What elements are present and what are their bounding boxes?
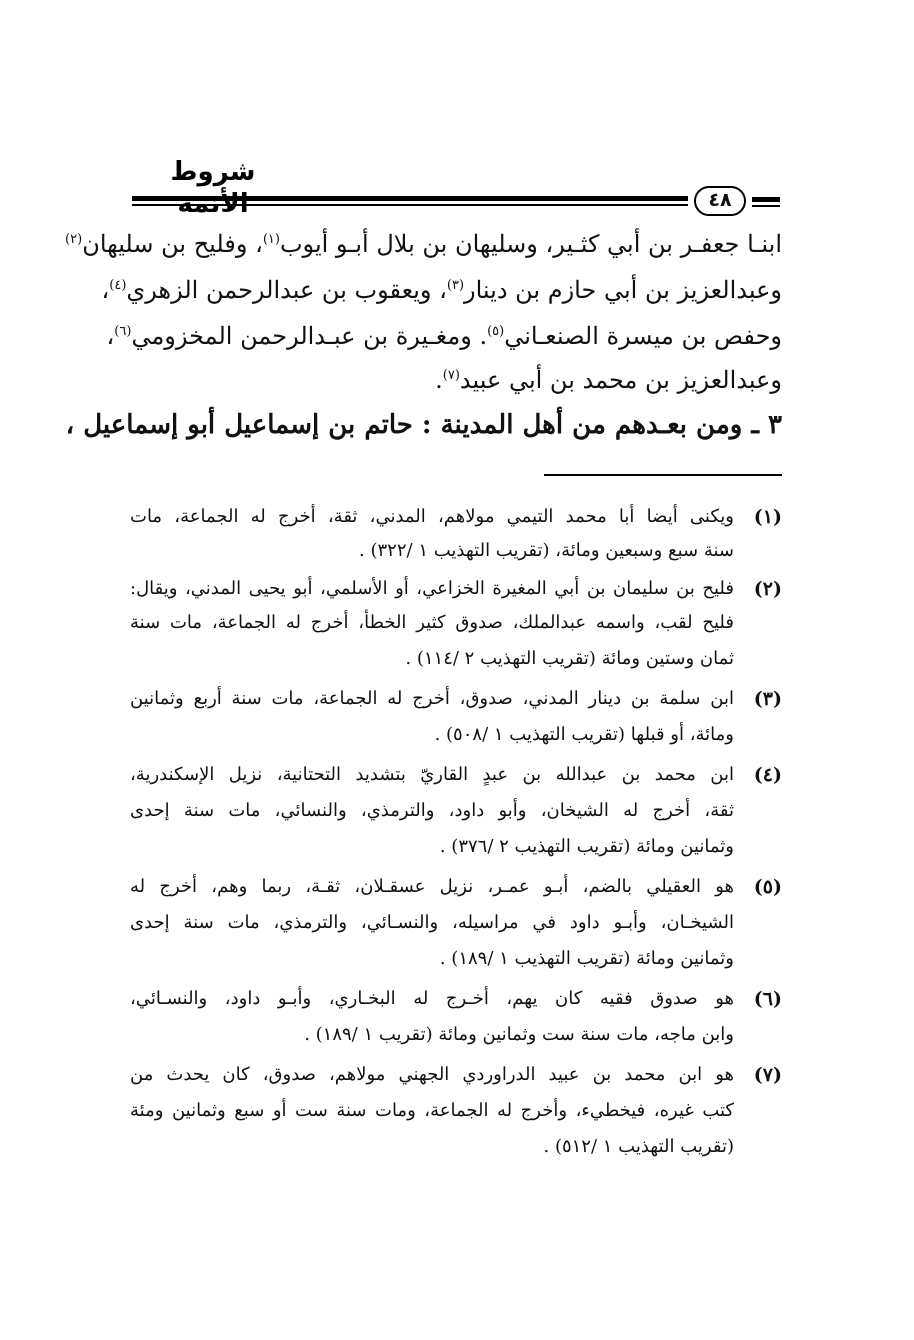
footnote-number: (١) xyxy=(753,506,782,528)
footnote-line: ويكنى أيضا أبا محمد التيمي مولاهم، المدني، ثقة، أخرج له الجماعة، مات xyxy=(130,506,734,527)
footnote-reference[interactable]: (١) xyxy=(262,232,280,247)
footnote-line: ومائة، أو قبلها (تقريب التهذيب ١ /٥٠٨) . xyxy=(434,724,734,745)
footnote-line: هو ابن محمد بن عبيد الدراوردي الجهني مولاهم، صدوق، كان يحدث من xyxy=(130,1064,734,1085)
footnote-reference[interactable]: (٦) xyxy=(114,324,132,339)
main-text-line: وعبدالعزيز بن محمد بن أبي عبيد$^{(٧)}$. xyxy=(435,366,782,394)
main-text-line: ابنـا جعفـر بن أبي كثـير، وسليهان بن بلال أبـو أيوب$^{(١)}$، وفليح بن سليهان$^{(٢)}$ xyxy=(65,230,782,258)
footnote-line: سنة سبع وسبعين ومائة، (تقريب التهذيب ١ /٣٢٢) . xyxy=(359,540,734,561)
footnote-line: وثمانين ومائة (تقريب التهذيب ١ /١٨٩) . xyxy=(439,948,734,969)
footnote-number: (٢) xyxy=(753,578,782,600)
footnote-line: كتب غيره، فيخطيء، وأخرج له الجماعة، ومات سنة ست أو سبع وثمانين ومئة xyxy=(130,1100,734,1121)
footnote-reference[interactable]: (٧) xyxy=(442,368,460,383)
footnote-number: (٥) xyxy=(753,876,782,898)
page-number: ٤٨ xyxy=(694,186,746,216)
footnote-divider xyxy=(544,474,782,476)
footnote-line: ثمان وستين ومائة (تقريب التهذيب ٢ /١١٤) . xyxy=(405,648,734,669)
header-rule-thick xyxy=(132,196,688,201)
footnote-line: وثمانين ومائة (تقريب التهذيب ٢ /٣٧٦) . xyxy=(439,836,734,857)
footnote-number: (٧) xyxy=(753,1064,782,1086)
footnote-line: ثقة، أخرج له الشيخان، وأبو داود، والترمذي، والنسائي، مات سنة إحدى xyxy=(130,800,734,821)
header-rule-thin xyxy=(132,204,688,206)
footnote-line: ابن سلمة بن دينار المدني، صدوق، أخرج له الجماعة، مات سنة أربع وثمانين xyxy=(130,688,734,709)
footnote-number: (٣) xyxy=(753,688,782,710)
main-text-line: وحفص بن ميسرة الصنعـاني$^{(٥)}$. ومغـيرة بن عبـدالرحمن المخزومي$^{(٦)}$، xyxy=(106,322,782,350)
footnote-reference[interactable]: (٢) xyxy=(65,232,83,247)
footnote-line: ابن محمد بن عبدالله بن عبدٍ القاريّ بتشديد التحتانية، نزيل الإسكندرية، xyxy=(130,764,734,785)
footnote-line: هو العقيلي بالضم، أبـو عمـر، نزيل عسقـلان، ثقـة، ربما وهم، أخرج له xyxy=(130,876,734,897)
footnote-line: وابن ماجه، مات سنة ست وثمانين ومائة (تقريب ١ /١٨٩) . xyxy=(304,1024,734,1045)
footnote-reference[interactable]: (٥) xyxy=(487,324,505,339)
section-heading: ٣ ـ ومن بعـدهم من أهل المدينة : حاتم بن إسماعيل أبو إسماعيل ، xyxy=(65,410,782,440)
footnote-line: فليح لقب، واسمه عبدالملك، صدوق كثير الخطأ، أخرج له الجماعة، مات سنة xyxy=(130,612,734,633)
footnote-line: فليح بن سليمان بن أبي المغيرة الخزاعي، أو الأسلمي، أبو يحيى المدني، ويقال: xyxy=(130,578,734,599)
footnote-number: (٦) xyxy=(753,988,782,1010)
footnote-reference[interactable]: (٣) xyxy=(446,278,465,293)
footnote-line: هو صدوق فقيه كان يهم، أخـرج له البخـاري، وأبـو داود، والنسـائي، xyxy=(130,988,734,1009)
footnote-number: (٤) xyxy=(753,764,782,786)
footnote-line: (تقريب التهذيب ١ /٥١٢) . xyxy=(543,1136,734,1157)
page-number-ornament-thin xyxy=(752,205,780,207)
footnote-line: الشيخـان، وأبـو داود في مراسيله، والنسـائي، والترمذي، مات سنة إحدى xyxy=(130,912,734,933)
footnote-reference[interactable]: (٤) xyxy=(109,278,127,293)
main-text-line: وعبدالعزيز بن أبي حازم بن دينار$^{(٣)}$، ويعقوب بن عبدالرحمن الزهري$^{(٤)}$، xyxy=(101,276,782,304)
running-header-title: شروط xyxy=(170,157,256,187)
page-number-ornament xyxy=(752,197,780,202)
